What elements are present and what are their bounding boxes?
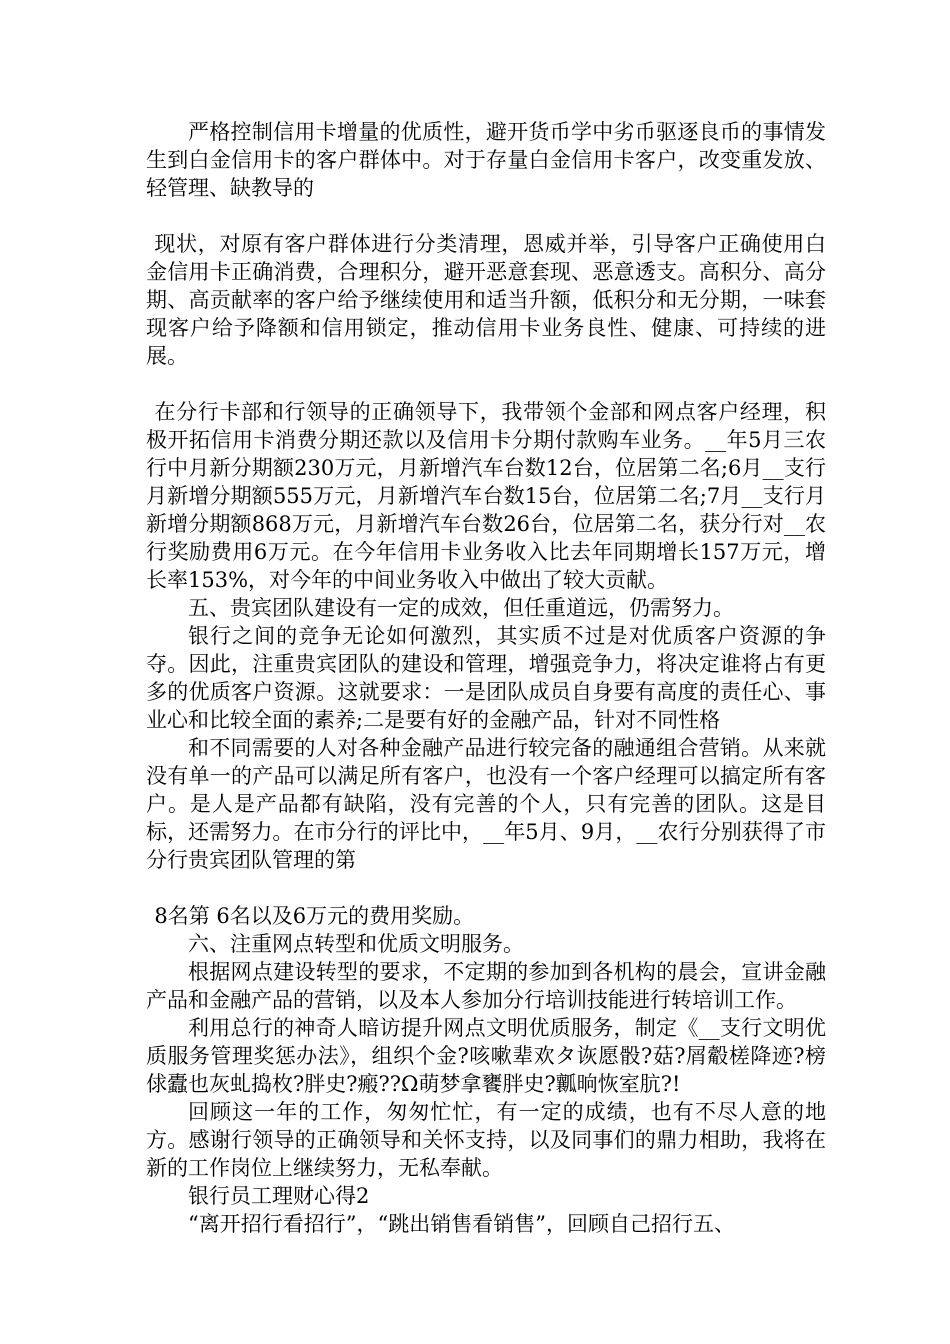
section-heading-vip-team: 五、贵宾团队建设有一定的成效，但任重道远，仍需努力。 [188,596,734,620]
paragraph-review: 回顾这一年的工作，匆匆忙忙，有一定的成绩，也有不尽人意的地方。感谢行领导的正确领导和关怀支持，以及同事们的鼎力相助，我将在新的工作岗位上继续努力，无私奉献。 [146,1100,826,1180]
paragraph-installment-business: 在分行卡部和行领导的正确领导下，我带领个金部和网点客户经理，积极开拓信用卡消费分期还款以及信用卡分期付款购车业务。__年5月三农行中月新分期额230万元，月新增汽车台数12台，位居第二名;6月__支行月新增分期额555万元，月新增汽车台数15台，位居第二名;7月__支行月新增分期额868万元，月新增汽车台数26台，位居第二名，获分行对__农行奖励费用6万元。在今年信用卡业务收入比去年同期增长157万元，增长率153%，对今年的中间业务收入中做出了较大贡献。 [146,400,826,592]
paragraph-customer-cleanup: 现状，对原有客户群体进行分类清理，恩威并举，引导客户正确使用白金信用卡正确消费，合理积分，避开恶意套现、恶意透支。高积分、高分期、高贡献率的客户给予继续使用和适当升额，低积分和无分期，一味套现客户给予降额和信用锁定，推动信用卡业务良性、健康、可持续的进展。 [146,232,826,368]
paragraph-combined-marketing: 和不同需要的人对各种金融产品进行较完备的融通组合营销。从来就没有单一的产品可以满足所有客户，也没有一个客户经理可以搞定所有客户。是人是产品都有缺陷，没有完善的个人，只有完善的团队。这是目标，还需努力。在市分行的评比中，__年5月、9月，__农行分别获得了市分行贵宾团队管理的第 [146,736,826,872]
paragraph-essay-2-opening: “离开招行看招行”，“跳出销售看销售”，回顾自己招行五、 [188,1212,735,1236]
section-heading-outlet-service: 六、注重网点转型和优质文明服务。 [188,932,524,956]
subtitle-essay-2: 银行员工理财心得2 [188,1184,370,1208]
paragraph-mystery-shopper: 利用总行的神奇人暗访提升网点文明优质服务，制定《__支行文明优质服务管理奖惩办法》，组织个金?咳嗽辈欢タ诙愿骰?菇?屑觳槎降迹?榜俅蠹也灰虬捣枚?胖史?瘢??Ω萌梦拿饔胖史?瓤晌恢室肮?! [146,1016,826,1096]
document-page [146,118,826,1238]
paragraph-outlet-transformation: 根据网点建设转型的要求，不定期的参加到各机构的晨会，宣讲金融产品和金融产品的营销，以及本人参加分行培训技能进行转培训工作。 [146,960,826,1012]
paragraph-card-quality: 严格控制信用卡增量的优质性，避开货币学中劣币驱逐良币的事情发生到白金信用卡的客户群体中。对于存量白金信用卡客户，改变重发放、轻管理、缺教导的 [146,120,826,200]
paragraph-ranking-award: 8名第 6名以及6万元的费用奖励。 [154,904,475,928]
paragraph-competition: 银行之间的竞争无论如何激烈，其实质不过是对优质客户资源的争夺。因此，注重贵宾团队的建设和管理，增强竞争力，将决定谁将占有更多的优质客户资源。这就要求：一是团队成员自身要有高度的责任心、事业心和比较全面的素养;二是要有好的金融产品，针对不同性格 [146,624,826,732]
